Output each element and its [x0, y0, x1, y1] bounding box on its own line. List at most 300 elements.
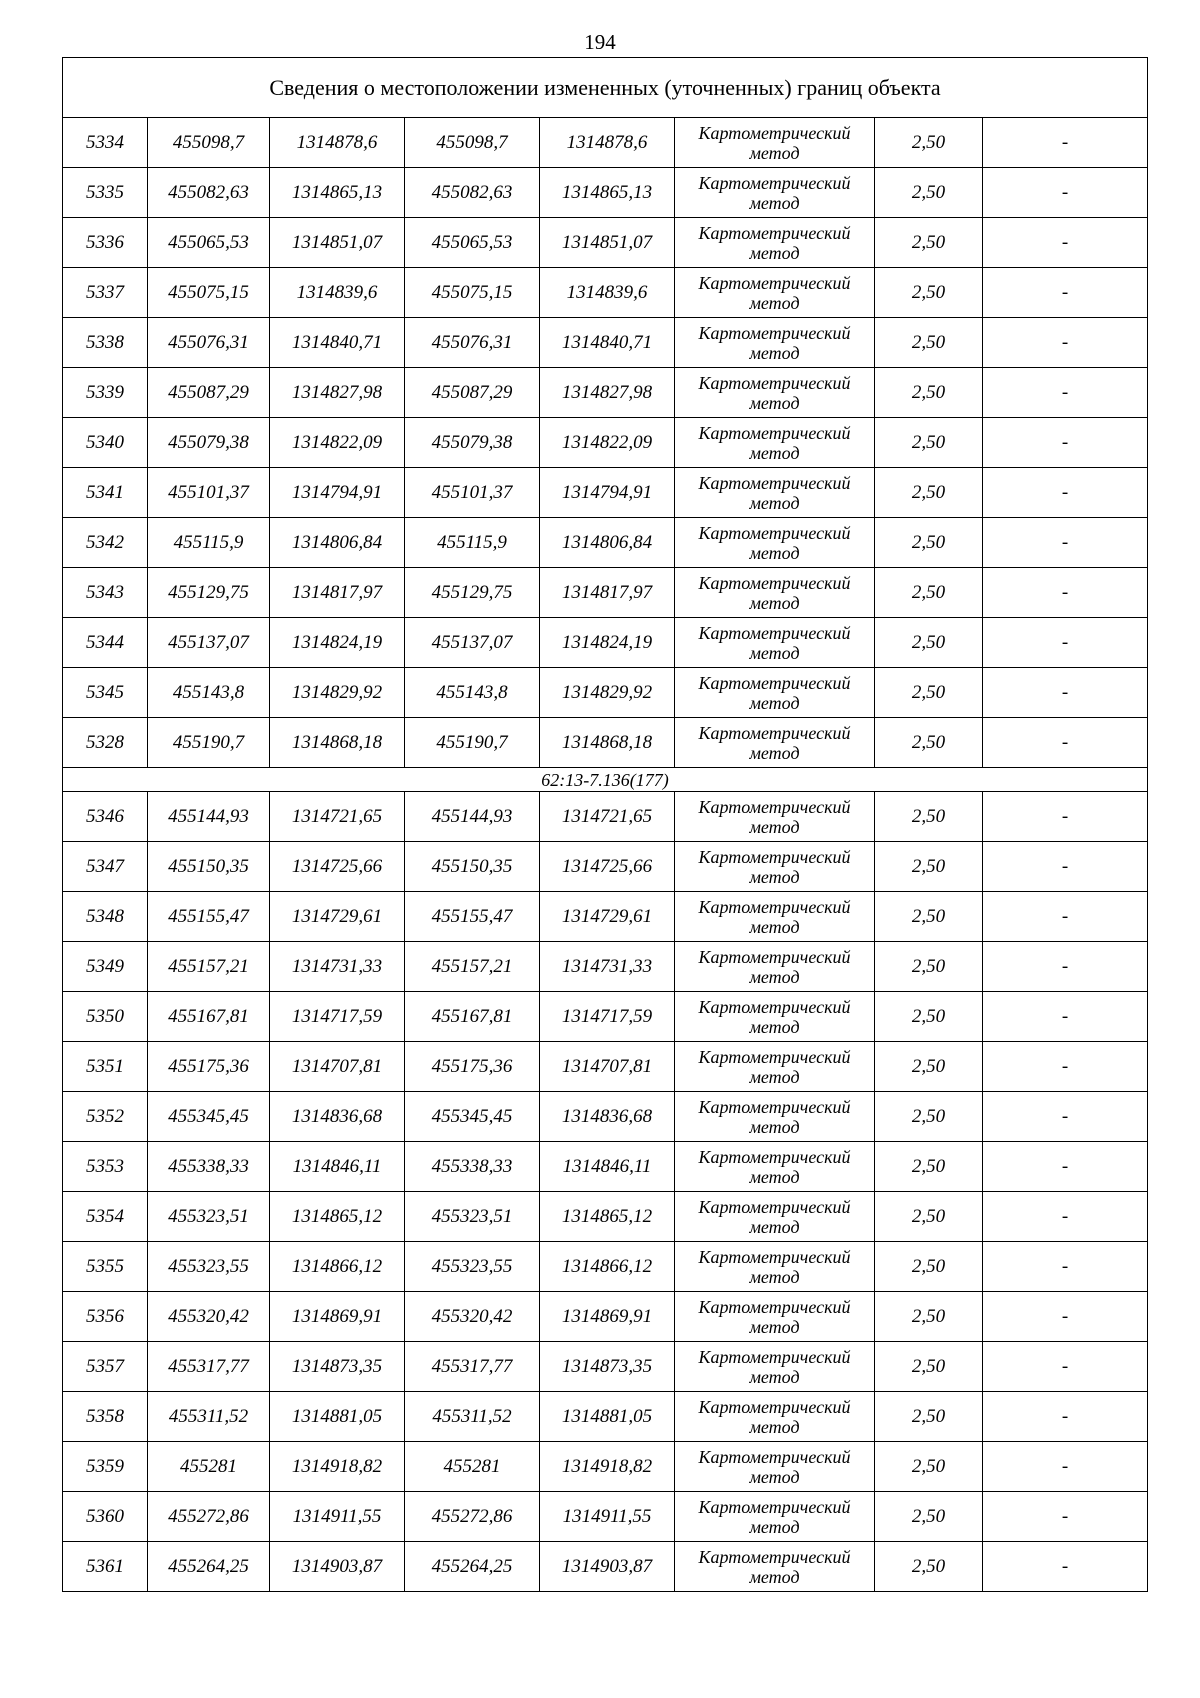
point-number-cell: 5345: [63, 668, 148, 718]
note-cell: -: [983, 668, 1148, 718]
point-number-cell: 5352: [63, 1092, 148, 1142]
x-new-cell: 455190,7: [405, 718, 540, 768]
x-new-cell: 455155,47: [405, 892, 540, 942]
note-cell: -: [983, 1292, 1148, 1342]
method-line-1: Картометрический: [698, 622, 851, 643]
method-line-2: метод: [749, 542, 800, 563]
x-old-cell: 455338,33: [148, 1142, 270, 1192]
accuracy-cell: 2,50: [875, 268, 983, 318]
table-row: [63, 468, 1148, 518]
accuracy-cell: 2,50: [875, 1292, 983, 1342]
y-old-cell: 1314911,55: [270, 1492, 405, 1542]
accuracy-cell: 2,50: [875, 992, 983, 1042]
accuracy-cell: 2,50: [875, 842, 983, 892]
method-line-1: Картометрический: [698, 222, 851, 243]
table-title-row: [63, 58, 1148, 118]
y-new-cell: 1314707,81: [540, 1042, 675, 1092]
method-line-2: метод: [749, 1166, 800, 1187]
method-line-2: метод: [749, 1066, 800, 1087]
table-row: [63, 418, 1148, 468]
method-line-1: Картометрический: [698, 522, 851, 543]
method-line-2: метод: [749, 1316, 800, 1337]
method-cell: [675, 1042, 875, 1092]
point-number-cell: 5338: [63, 318, 148, 368]
x-old-cell: 455144,93: [148, 792, 270, 842]
table-row: [63, 218, 1148, 268]
accuracy-cell: 2,50: [875, 892, 983, 942]
method-cell: [675, 318, 875, 368]
x-old-cell: 455087,29: [148, 368, 270, 418]
accuracy-cell: 2,50: [875, 368, 983, 418]
x-new-cell: 455175,36: [405, 1042, 540, 1092]
method-line-2: метод: [749, 1516, 800, 1537]
note-cell: -: [983, 518, 1148, 568]
method-line-1: Картометрический: [698, 372, 851, 393]
method-line-2: метод: [749, 742, 800, 763]
table-row: [63, 1442, 1148, 1492]
x-old-cell: 455167,81: [148, 992, 270, 1042]
method-cell: [675, 1142, 875, 1192]
point-number-cell: 5351: [63, 1042, 148, 1092]
table-row: [63, 668, 1148, 718]
y-old-cell: 1314918,82: [270, 1442, 405, 1492]
note-cell: -: [983, 218, 1148, 268]
y-old-cell: 1314868,18: [270, 718, 405, 768]
point-number-cell: 5328: [63, 718, 148, 768]
method-cell: [675, 1092, 875, 1142]
note-cell: -: [983, 418, 1148, 468]
point-number-cell: 5347: [63, 842, 148, 892]
y-old-cell: 1314865,13: [270, 168, 405, 218]
x-old-cell: 455157,21: [148, 942, 270, 992]
accuracy-cell: 2,50: [875, 1342, 983, 1392]
accuracy-cell: 2,50: [875, 668, 983, 718]
y-old-cell: 1314873,35: [270, 1342, 405, 1392]
method-cell: [675, 1392, 875, 1442]
accuracy-cell: 2,50: [875, 1192, 983, 1242]
method-line-2: метод: [749, 1566, 800, 1587]
y-new-cell: 1314717,59: [540, 992, 675, 1042]
method-cell: [675, 468, 875, 518]
method-cell: [675, 268, 875, 318]
y-old-cell: 1314829,92: [270, 668, 405, 718]
y-old-cell: 1314851,07: [270, 218, 405, 268]
table-row: [63, 992, 1148, 1042]
point-number-cell: 5360: [63, 1492, 148, 1542]
table-row: [63, 1392, 1148, 1442]
point-number-cell: 5354: [63, 1192, 148, 1242]
method-line-1: Картометрический: [698, 1296, 851, 1317]
table-row: [63, 318, 1148, 368]
method-line-1: Картометрический: [698, 1246, 851, 1267]
note-cell: -: [983, 368, 1148, 418]
x-new-cell: 455115,9: [405, 518, 540, 568]
method-line-2: метод: [749, 642, 800, 663]
method-cell: [675, 1242, 875, 1292]
accuracy-cell: 2,50: [875, 792, 983, 842]
accuracy-cell: 2,50: [875, 1392, 983, 1442]
point-number-cell: 5358: [63, 1392, 148, 1442]
method-cell: [675, 568, 875, 618]
x-new-cell: 455076,31: [405, 318, 540, 368]
x-old-cell: 455155,47: [148, 892, 270, 942]
y-old-cell: 1314822,09: [270, 418, 405, 468]
y-old-cell: 1314817,97: [270, 568, 405, 618]
x-old-cell: 455317,77: [148, 1342, 270, 1392]
method-cell: [675, 792, 875, 842]
note-cell: -: [983, 268, 1148, 318]
table-row: [63, 792, 1148, 842]
method-line-2: метод: [749, 866, 800, 887]
y-new-cell: 1314878,6: [540, 118, 675, 168]
x-new-cell: 455320,42: [405, 1292, 540, 1342]
y-old-cell: 1314869,91: [270, 1292, 405, 1342]
method-line-1: Картометрический: [698, 422, 851, 443]
method-cell: [675, 718, 875, 768]
x-new-cell: 455144,93: [405, 792, 540, 842]
x-new-cell: 455345,45: [405, 1092, 540, 1142]
note-cell: -: [983, 718, 1148, 768]
method-line-1: Картометрический: [698, 1546, 851, 1567]
method-cell: [675, 1342, 875, 1392]
x-new-cell: 455264,25: [405, 1542, 540, 1592]
method-line-2: метод: [749, 1466, 800, 1487]
point-number-cell: 5356: [63, 1292, 148, 1342]
point-number-cell: 5359: [63, 1442, 148, 1492]
method-line-1: Картометрический: [698, 846, 851, 867]
method-cell: [675, 1492, 875, 1542]
x-old-cell: 455175,36: [148, 1042, 270, 1092]
method-line-2: метод: [749, 142, 800, 163]
table-row: [63, 118, 1148, 168]
table-row: [63, 1242, 1148, 1292]
y-old-cell: 1314725,66: [270, 842, 405, 892]
accuracy-cell: 2,50: [875, 1242, 983, 1292]
accuracy-cell: 2,50: [875, 618, 983, 668]
table-title: Сведения о местоположении измененных (уточненных) границ объекта: [63, 58, 1148, 118]
x-new-cell: 455338,33: [405, 1142, 540, 1192]
x-old-cell: 455115,9: [148, 518, 270, 568]
y-new-cell: 1314731,33: [540, 942, 675, 992]
method-line-2: метод: [749, 242, 800, 263]
boundary-coordinates-table: [62, 57, 1148, 1592]
y-old-cell: 1314846,11: [270, 1142, 405, 1192]
y-old-cell: 1314729,61: [270, 892, 405, 942]
x-new-cell: 455150,35: [405, 842, 540, 892]
method-line-2: метод: [749, 692, 800, 713]
table-row: [63, 1492, 1148, 1542]
y-new-cell: 1314868,18: [540, 718, 675, 768]
x-old-cell: 455075,15: [148, 268, 270, 318]
point-number-cell: 5357: [63, 1342, 148, 1392]
y-old-cell: 1314721,65: [270, 792, 405, 842]
note-cell: -: [983, 1092, 1148, 1142]
note-cell: -: [983, 1142, 1148, 1192]
y-old-cell: 1314717,59: [270, 992, 405, 1042]
y-new-cell: 1314873,35: [540, 1342, 675, 1392]
accuracy-cell: 2,50: [875, 718, 983, 768]
table-row: [63, 718, 1148, 768]
y-new-cell: 1314911,55: [540, 1492, 675, 1542]
table-row: [63, 1342, 1148, 1392]
x-new-cell: 455065,53: [405, 218, 540, 268]
accuracy-cell: 2,50: [875, 942, 983, 992]
method-line-1: Картометрический: [698, 796, 851, 817]
table-row: [63, 268, 1148, 318]
y-new-cell: 1314840,71: [540, 318, 675, 368]
y-new-cell: 1314725,66: [540, 842, 675, 892]
section-row: [63, 768, 1148, 792]
note-cell: -: [983, 842, 1148, 892]
y-new-cell: 1314869,91: [540, 1292, 675, 1342]
method-cell: [675, 1292, 875, 1342]
method-cell: [675, 842, 875, 892]
x-old-cell: 455076,31: [148, 318, 270, 368]
x-new-cell: 455272,86: [405, 1492, 540, 1542]
point-number-cell: 5343: [63, 568, 148, 618]
table-row: [63, 942, 1148, 992]
y-old-cell: 1314806,84: [270, 518, 405, 568]
method-line-1: Картометрический: [698, 122, 851, 143]
method-line-2: метод: [749, 192, 800, 213]
method-line-1: Картометрический: [698, 172, 851, 193]
note-cell: -: [983, 118, 1148, 168]
y-old-cell: 1314840,71: [270, 318, 405, 368]
table-row: [63, 368, 1148, 418]
method-line-1: Картометрический: [698, 996, 851, 1017]
point-number-cell: 5335: [63, 168, 148, 218]
y-new-cell: 1314881,05: [540, 1392, 675, 1442]
x-old-cell: 455150,35: [148, 842, 270, 892]
x-old-cell: 455143,8: [148, 668, 270, 718]
method-line-1: Картометрический: [698, 1446, 851, 1467]
point-number-cell: 5349: [63, 942, 148, 992]
note-cell: -: [983, 1392, 1148, 1442]
accuracy-cell: 2,50: [875, 1142, 983, 1192]
point-number-cell: 5342: [63, 518, 148, 568]
table-row: [63, 168, 1148, 218]
method-cell: [675, 1442, 875, 1492]
method-cell: [675, 668, 875, 718]
y-new-cell: 1314918,82: [540, 1442, 675, 1492]
x-new-cell: 455167,81: [405, 992, 540, 1042]
y-new-cell: 1314851,07: [540, 218, 675, 268]
method-line-2: метод: [749, 916, 800, 937]
table-row: [63, 518, 1148, 568]
point-number-cell: 5350: [63, 992, 148, 1042]
method-cell: [675, 618, 875, 668]
table-row: [63, 1042, 1148, 1092]
y-new-cell: 1314827,98: [540, 368, 675, 418]
y-new-cell: 1314721,65: [540, 792, 675, 842]
accuracy-cell: 2,50: [875, 1492, 983, 1542]
point-number-cell: 5355: [63, 1242, 148, 1292]
x-old-cell: 455129,75: [148, 568, 270, 618]
method-line-2: метод: [749, 492, 800, 513]
note-cell: -: [983, 892, 1148, 942]
y-old-cell: 1314903,87: [270, 1542, 405, 1592]
x-old-cell: 455137,07: [148, 618, 270, 668]
method-cell: [675, 518, 875, 568]
x-new-cell: 455323,51: [405, 1192, 540, 1242]
accuracy-cell: 2,50: [875, 1092, 983, 1142]
y-new-cell: 1314865,13: [540, 168, 675, 218]
table-row: [63, 568, 1148, 618]
note-cell: -: [983, 1192, 1148, 1242]
y-new-cell: 1314829,92: [540, 668, 675, 718]
method-line-1: Картометрический: [698, 272, 851, 293]
method-line-2: метод: [749, 1016, 800, 1037]
table-row: [63, 1292, 1148, 1342]
method-cell: [675, 892, 875, 942]
note-cell: -: [983, 568, 1148, 618]
note-cell: -: [983, 1492, 1148, 1542]
accuracy-cell: 2,50: [875, 218, 983, 268]
point-number-cell: 5341: [63, 468, 148, 518]
method-cell: [675, 168, 875, 218]
point-number-cell: 5336: [63, 218, 148, 268]
y-new-cell: 1314729,61: [540, 892, 675, 942]
x-new-cell: 455143,8: [405, 668, 540, 718]
x-new-cell: 455087,29: [405, 368, 540, 418]
y-old-cell: 1314836,68: [270, 1092, 405, 1142]
note-cell: -: [983, 792, 1148, 842]
accuracy-cell: 2,50: [875, 118, 983, 168]
point-number-cell: 5346: [63, 792, 148, 842]
method-line-2: метод: [749, 1116, 800, 1137]
method-line-2: метод: [749, 1216, 800, 1237]
method-line-2: метод: [749, 592, 800, 613]
method-line-1: Картометрический: [698, 722, 851, 743]
x-old-cell: 455098,7: [148, 118, 270, 168]
method-line-1: Картометрический: [698, 1346, 851, 1367]
method-line-1: Картометрический: [698, 572, 851, 593]
y-old-cell: 1314824,19: [270, 618, 405, 668]
table-row: [63, 892, 1148, 942]
point-number-cell: 5348: [63, 892, 148, 942]
x-old-cell: 455323,55: [148, 1242, 270, 1292]
point-number-cell: 5344: [63, 618, 148, 668]
x-old-cell: 455323,51: [148, 1192, 270, 1242]
note-cell: -: [983, 942, 1148, 992]
accuracy-cell: 2,50: [875, 418, 983, 468]
x-new-cell: 455137,07: [405, 618, 540, 668]
note-cell: -: [983, 168, 1148, 218]
method-cell: [675, 942, 875, 992]
x-new-cell: 455317,77: [405, 1342, 540, 1392]
accuracy-cell: 2,50: [875, 168, 983, 218]
page-number: 194: [584, 30, 616, 54]
method-cell: [675, 368, 875, 418]
accuracy-cell: 2,50: [875, 468, 983, 518]
y-new-cell: 1314824,19: [540, 618, 675, 668]
y-new-cell: 1314836,68: [540, 1092, 675, 1142]
accuracy-cell: 2,50: [875, 568, 983, 618]
x-old-cell: 455065,53: [148, 218, 270, 268]
method-line-1: Картометрический: [698, 896, 851, 917]
method-line-1: Картометрический: [698, 672, 851, 693]
note-cell: -: [983, 1242, 1148, 1292]
x-new-cell: 455082,63: [405, 168, 540, 218]
point-number-cell: 5353: [63, 1142, 148, 1192]
x-old-cell: 455272,86: [148, 1492, 270, 1542]
y-new-cell: 1314866,12: [540, 1242, 675, 1292]
x-old-cell: 455345,45: [148, 1092, 270, 1142]
y-new-cell: 1314794,91: [540, 468, 675, 518]
method-line-2: метод: [749, 342, 800, 363]
method-line-2: метод: [749, 392, 800, 413]
method-line-2: метод: [749, 816, 800, 837]
accuracy-cell: 2,50: [875, 1542, 983, 1592]
y-new-cell: 1314806,84: [540, 518, 675, 568]
table-row: [63, 1542, 1148, 1592]
y-old-cell: 1314839,6: [270, 268, 405, 318]
method-line-1: Картометрический: [698, 1396, 851, 1417]
y-old-cell: 1314707,81: [270, 1042, 405, 1092]
point-number-cell: 5337: [63, 268, 148, 318]
method-line-2: метод: [749, 966, 800, 987]
method-line-2: метод: [749, 1416, 800, 1437]
method-line-1: Картометрический: [698, 1046, 851, 1067]
x-old-cell: 455190,7: [148, 718, 270, 768]
x-new-cell: 455157,21: [405, 942, 540, 992]
y-new-cell: 1314817,97: [540, 568, 675, 618]
point-number-cell: 5339: [63, 368, 148, 418]
y-old-cell: 1314878,6: [270, 118, 405, 168]
y-new-cell: 1314865,12: [540, 1192, 675, 1242]
accuracy-cell: 2,50: [875, 318, 983, 368]
y-new-cell: 1314903,87: [540, 1542, 675, 1592]
y-old-cell: 1314827,98: [270, 368, 405, 418]
section-label: 62:13-7.136(177): [63, 768, 1148, 792]
table-row: [63, 842, 1148, 892]
point-number-cell: 5361: [63, 1542, 148, 1592]
x-new-cell: 455129,75: [405, 568, 540, 618]
y-new-cell: 1314846,11: [540, 1142, 675, 1192]
point-number-cell: 5334: [63, 118, 148, 168]
x-old-cell: 455101,37: [148, 468, 270, 518]
method-line-2: метод: [749, 1266, 800, 1287]
method-line-1: Картометрический: [698, 322, 851, 343]
accuracy-cell: 2,50: [875, 1442, 983, 1492]
note-cell: -: [983, 1542, 1148, 1592]
x-new-cell: 455079,38: [405, 418, 540, 468]
x-new-cell: 455281: [405, 1442, 540, 1492]
table-row: [63, 1142, 1148, 1192]
y-old-cell: 1314731,33: [270, 942, 405, 992]
y-old-cell: 1314794,91: [270, 468, 405, 518]
method-cell: [675, 218, 875, 268]
x-new-cell: 455311,52: [405, 1392, 540, 1442]
note-cell: -: [983, 1342, 1148, 1392]
y-new-cell: 1314822,09: [540, 418, 675, 468]
y-old-cell: 1314881,05: [270, 1392, 405, 1442]
note-cell: -: [983, 1442, 1148, 1492]
y-old-cell: 1314865,12: [270, 1192, 405, 1242]
method-line-1: Картометрический: [698, 472, 851, 493]
y-new-cell: 1314839,6: [540, 268, 675, 318]
table-row: [63, 1192, 1148, 1242]
method-line-1: Картометрический: [698, 1496, 851, 1517]
method-line-2: метод: [749, 292, 800, 313]
y-old-cell: 1314866,12: [270, 1242, 405, 1292]
x-old-cell: 455082,63: [148, 168, 270, 218]
note-cell: -: [983, 1042, 1148, 1092]
method-cell: [675, 1192, 875, 1242]
accuracy-cell: 2,50: [875, 518, 983, 568]
method-line-1: Картометрический: [698, 1146, 851, 1167]
method-line-2: метод: [749, 442, 800, 463]
